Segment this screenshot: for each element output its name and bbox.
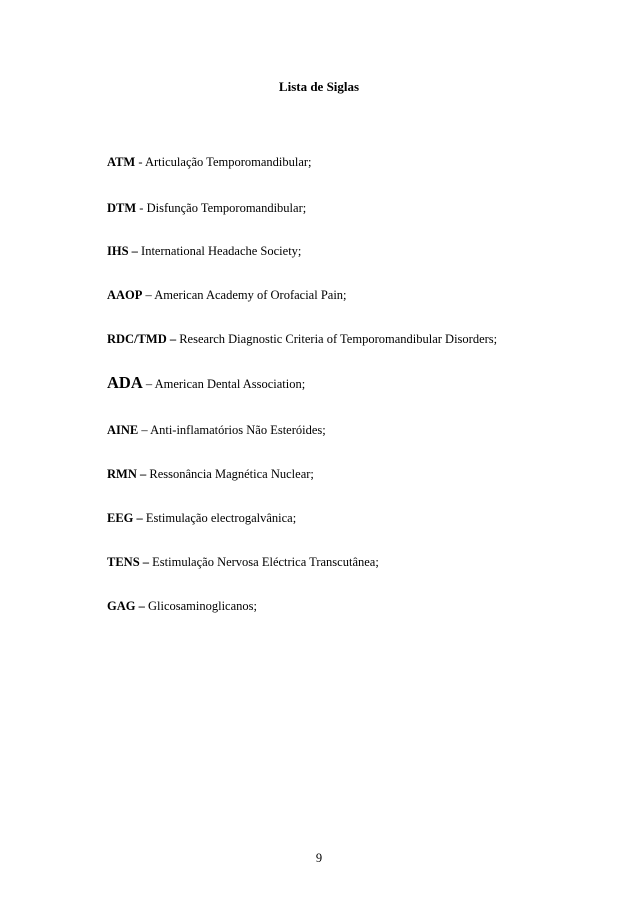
separator: –: [133, 511, 146, 525]
definition: International Headache Society;: [141, 244, 302, 258]
acronym-entry-aine: [107, 422, 326, 438]
acronym: EEG: [107, 511, 134, 525]
definition: Ressonância Magnética Nuclear;: [149, 467, 314, 481]
acronym: RDC/TMD: [107, 332, 167, 346]
acronym-entry-ada: [107, 375, 305, 392]
separator: -: [135, 155, 145, 169]
page-number: 9: [315, 851, 323, 865]
acronym: TENS: [107, 555, 140, 569]
separator: –: [142, 288, 155, 302]
acronym-entry-rdc-tmd: [107, 331, 497, 347]
acronym-entry-ihs: [107, 243, 301, 259]
definition: American Academy of Orofacial Pain;: [154, 288, 347, 302]
acronym: ADA: [107, 373, 143, 392]
separator: –: [142, 377, 155, 391]
definition: Articulação Temporomandibular;: [144, 155, 312, 169]
acronym-entry-atm: [107, 154, 312, 170]
definition: Disfunção Temporomandibular;: [146, 201, 307, 215]
definition: Estimulação Nervosa Eléctrica Transcutânea;: [152, 555, 379, 569]
page-title: Lista de Siglas: [278, 79, 360, 94]
separator: –: [166, 332, 180, 346]
acronym: ATM: [107, 155, 136, 169]
separator: –: [136, 467, 150, 481]
separator: –: [139, 555, 153, 569]
acronym-entry-tens: [107, 554, 379, 570]
acronym: IHS: [107, 244, 129, 258]
separator: -: [136, 201, 147, 215]
acronym-entry-rmn: [107, 466, 314, 482]
acronym-entry-gag: [107, 598, 257, 614]
acronym: RMN: [107, 467, 137, 481]
definition: American Dental Association;: [154, 377, 306, 391]
acronym: AINE: [107, 423, 139, 437]
separator: –: [138, 423, 151, 437]
separator: –: [128, 244, 142, 258]
acronym: GAG: [107, 599, 136, 613]
acronym: DTM: [107, 201, 137, 215]
definition: Research Diagnostic Criteria of Temporomandibular Disorders;: [179, 332, 498, 346]
separator: –: [135, 599, 148, 613]
acronym-entry-dtm: [107, 200, 306, 216]
acronym-entry-aaop: [107, 287, 347, 303]
definition: Glicosaminoglicanos;: [147, 599, 257, 613]
acronym-entry-eeg: [107, 510, 296, 526]
definition: Estimulação electrogalvânica;: [145, 511, 297, 525]
definition: Anti-inflamatórios Não Esteróides;: [150, 423, 326, 437]
acronym: AAOP: [107, 288, 143, 302]
